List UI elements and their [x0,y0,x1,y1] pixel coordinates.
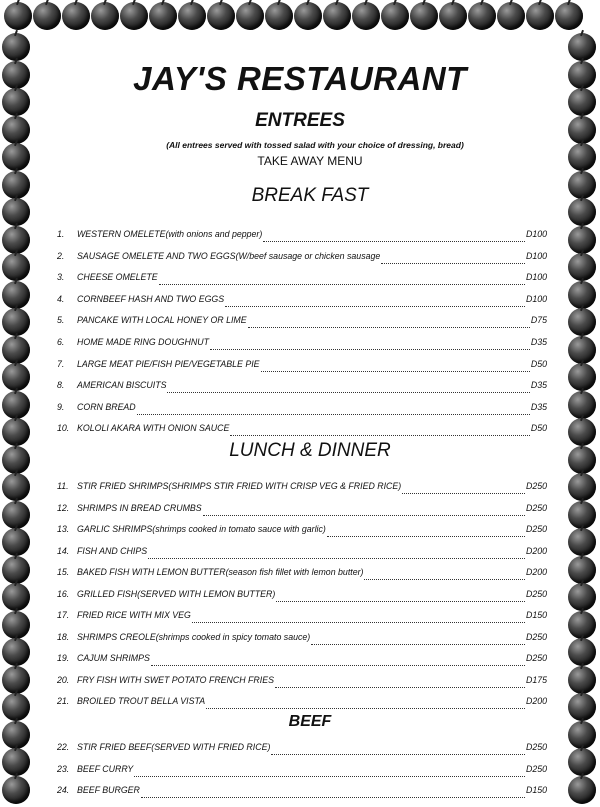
border-ball [568,776,596,804]
border-ball [33,2,61,30]
border-ball [2,253,30,281]
menu-item-number: 15. [57,567,70,577]
border-ball [207,2,235,30]
border-ball [568,253,596,281]
border-ball [439,2,467,30]
menu-item-number: 3. [57,272,65,283]
menu-item-name: SHRIMPS IN BREAD CRUMBS [77,502,202,513]
menu-item [57,653,547,669]
border-ball [265,2,293,30]
menu-item-name: PANCAKE WITH LOCAL HONEY OR LIME [77,315,247,326]
menu-item [57,294,547,310]
border-ball [2,473,30,501]
menu-item-number: 14. [57,545,70,556]
menu-item-number: 7. [57,358,65,369]
menu-item-name: SAUSAGE OMELETE AND TWO EGGS(W/beef sausage or chicken sausage [77,250,381,261]
border-ball [2,226,30,254]
menu-item-name: GRILLED FISH(SERVED WITH LEMON BUTTER) [77,588,276,599]
menu-item-price: D250 [525,763,547,774]
menu-item-number: 12. [57,502,70,513]
border-ball [568,308,596,336]
border-ball [2,748,30,776]
border-ball [2,501,30,529]
menu-item-name: BEEF BURGER [77,785,140,795]
dot-leader [148,557,525,559]
menu-item [57,675,547,691]
dot-leader [263,240,525,242]
border-ball [2,556,30,584]
menu-item-price: D200 [525,696,547,706]
menu-item-price: D35 [530,401,547,412]
menu-item-number: 17. [57,610,70,620]
dot-leader [225,305,525,307]
border-ball [555,2,583,30]
border-ball [2,583,30,611]
border-ball [568,391,596,419]
border-ball [568,226,596,254]
menu-item-price: D250 [525,742,547,752]
section-breakfast: BREAK FAST [251,185,369,206]
menu-item [57,589,547,605]
border-ball [149,2,177,30]
border-ball [2,281,30,309]
menu-item-price: D250 [525,524,547,534]
dot-leader [159,283,525,285]
menu-item-price: D150 [525,610,547,620]
dot-leader [167,391,529,393]
border-ball [2,336,30,364]
menu-item-number: 21. [57,696,70,706]
dot-leader [210,348,530,350]
menu-item-number: 24. [57,785,70,795]
border-ball [2,776,30,804]
menu-item [57,315,547,331]
menu-item-number: 13. [57,524,70,534]
dot-leader [402,492,525,494]
menu-item-number: 1. [57,229,65,239]
border-ball [323,2,351,30]
menu-item [57,567,547,583]
menu-item-number: 19. [57,653,70,663]
menu-item-number: 9. [57,401,65,412]
menu-item-name: WESTERN OMELETE(with onions and pepper) [77,229,263,239]
page-title: JAY'S RESTAURANT [133,60,467,97]
menu-item-price: D35 [530,380,547,391]
menu-item [57,380,547,396]
border-ball [4,2,32,30]
menu-item-number: 10. [57,423,70,434]
border-ball [120,2,148,30]
menu-item [57,632,547,648]
border-ball [410,2,438,30]
border-ball [568,666,596,694]
dot-leader [206,707,525,709]
menu-item-name: CHEESE OMELETE [77,272,158,283]
dot-leader [192,621,525,623]
border-ball [568,501,596,529]
dot-leader [248,326,530,328]
border-ball [2,391,30,419]
dot-leader [276,600,525,602]
menu-item-name: STIR FRIED BEEF(SERVED WITH FRIED RICE) [77,742,271,752]
menu-item-price: D100 [525,250,547,261]
menu-item-price: D50 [530,423,547,434]
menu-item-price: D250 [525,631,547,642]
dot-leader [381,262,525,264]
border-ball [91,2,119,30]
border-ball [568,638,596,666]
menu-item [57,742,547,758]
menu-item [57,785,547,801]
border-ball [62,2,90,30]
menu-item-number: 5. [57,315,65,326]
entrees-note: (All entrees served with tossed salad with your choice of dressing, bread) [166,140,464,150]
menu-item-name: AMERICAN BISCUITS [77,380,167,391]
border-ball [2,308,30,336]
menu-item-number: 8. [57,380,65,391]
dot-leader [203,514,525,516]
menu-item [57,696,547,712]
border-ball [2,666,30,694]
border-ball [352,2,380,30]
border-ball [294,2,322,30]
border-ball [568,473,596,501]
menu-item-name: SHRIMPS CREOLE(shrimps cooked in spicy tomato sauce) [77,631,311,642]
menu-item-price: D200 [525,545,547,556]
menu-item [57,610,547,626]
menu-item [57,503,547,519]
menu-item [57,272,547,288]
border-ball [381,2,409,30]
menu-item-price: D35 [530,337,547,347]
dot-leader [364,578,525,580]
menu-item-name: GARLIC SHRIMPS(shrimps cooked in tomato sauce with garlic) [77,524,326,534]
border-ball [497,2,525,30]
dot-leader [151,664,525,666]
menu-item [57,524,547,540]
menu-item-name: BEEF CURRY [77,763,134,774]
menu-item-price: D175 [525,674,547,685]
border-ball [568,556,596,584]
menu-item-price: D250 [525,653,547,663]
menu-item-price: D200 [525,567,547,577]
menu-item-number: 6. [57,337,65,347]
section-lunch-dinner: LUNCH & DINNER [229,440,391,461]
dot-leader [137,413,530,415]
menu-item-price: D250 [525,481,547,491]
dot-leader [327,535,525,537]
menu-item-price: D50 [530,358,547,369]
menu-item-name: FRIED RICE WITH MIX VEG [77,610,191,620]
menu-item-price: D100 [525,272,547,283]
menu-item-number: 18. [57,631,70,642]
menu-item-number: 16. [57,588,70,599]
dot-leader [271,753,525,755]
takeaway-label: TAKE AWAY MENU [257,154,363,168]
menu-item [57,546,547,562]
menu-item-name: FISH AND CHIPS [77,545,148,556]
menu-item-number: 11. [57,481,69,491]
menu-item-name: CORNBEEF HASH AND TWO EGGS [77,293,225,304]
border-ball [568,528,596,556]
border-ball [568,336,596,364]
dot-leader [261,370,530,372]
menu-item-name: FRY FISH WITH SWET POTATO FRENCH FRIES [77,674,274,685]
menu-item-price: D250 [525,588,547,599]
border-ball [2,638,30,666]
menu-item-number: 4. [57,293,65,304]
menu-item-number: 23. [57,763,70,774]
menu-item-name: BROILED TROUT BELLA VISTA [77,696,206,706]
menu-item [57,402,547,418]
menu-item [57,423,547,439]
menu-item [57,251,547,267]
border-ball [236,2,264,30]
menu-item-number: 22. [57,742,70,752]
menu-item-name: LARGE MEAT PIE/FISH PIE/VEGETABLE PIE [77,358,260,369]
menu-item-price: D150 [525,785,547,795]
dot-leader [141,796,525,798]
border-ball [568,281,596,309]
menu-item [57,337,547,353]
border-ball [568,583,596,611]
border-ball [468,2,496,30]
border-ball [568,611,596,639]
section-beef: BEEF [288,713,332,730]
border-ball [2,363,30,391]
border-ball [2,611,30,639]
dot-leader [275,686,525,688]
menu-item-name: KOLOLI AKARA WITH ONION SAUCE [77,423,230,434]
border-ball [2,33,30,61]
dot-leader [230,434,530,436]
menu-item [57,764,547,780]
menu-item-name: BAKED FISH WITH LEMON BUTTER(season fish fillet with lemon butter) [77,567,364,577]
menu-item [57,229,547,245]
menu-item [57,359,547,375]
menu-item-price: D100 [525,293,547,304]
menu-item-name: STIR FRIED SHRIMPS(SHRIMPS STIR FRIED WITH CRISP VEG & FRIED RICE) [77,481,402,491]
menu-item-name: CAJUM SHRIMPS [77,653,150,663]
dot-leader [134,775,525,777]
menu-item [57,481,547,497]
border-ball [568,33,596,61]
dot-leader [311,643,525,645]
menu-item-name: HOME MADE RING DOUGHNUT [77,337,209,347]
menu-item-price: D75 [530,315,547,326]
menu-item-price: D250 [525,502,547,513]
menu-item-name: CORN BREAD [77,401,136,412]
border-ball [178,2,206,30]
entrees-heading: ENTREES [255,110,345,131]
menu-item-number: 2. [57,250,65,261]
border-ball [568,748,596,776]
border-ball [2,528,30,556]
menu-item-number: 20. [57,674,70,685]
menu-item-price: D100 [525,229,547,239]
border-ball [526,2,554,30]
border-ball [568,363,596,391]
